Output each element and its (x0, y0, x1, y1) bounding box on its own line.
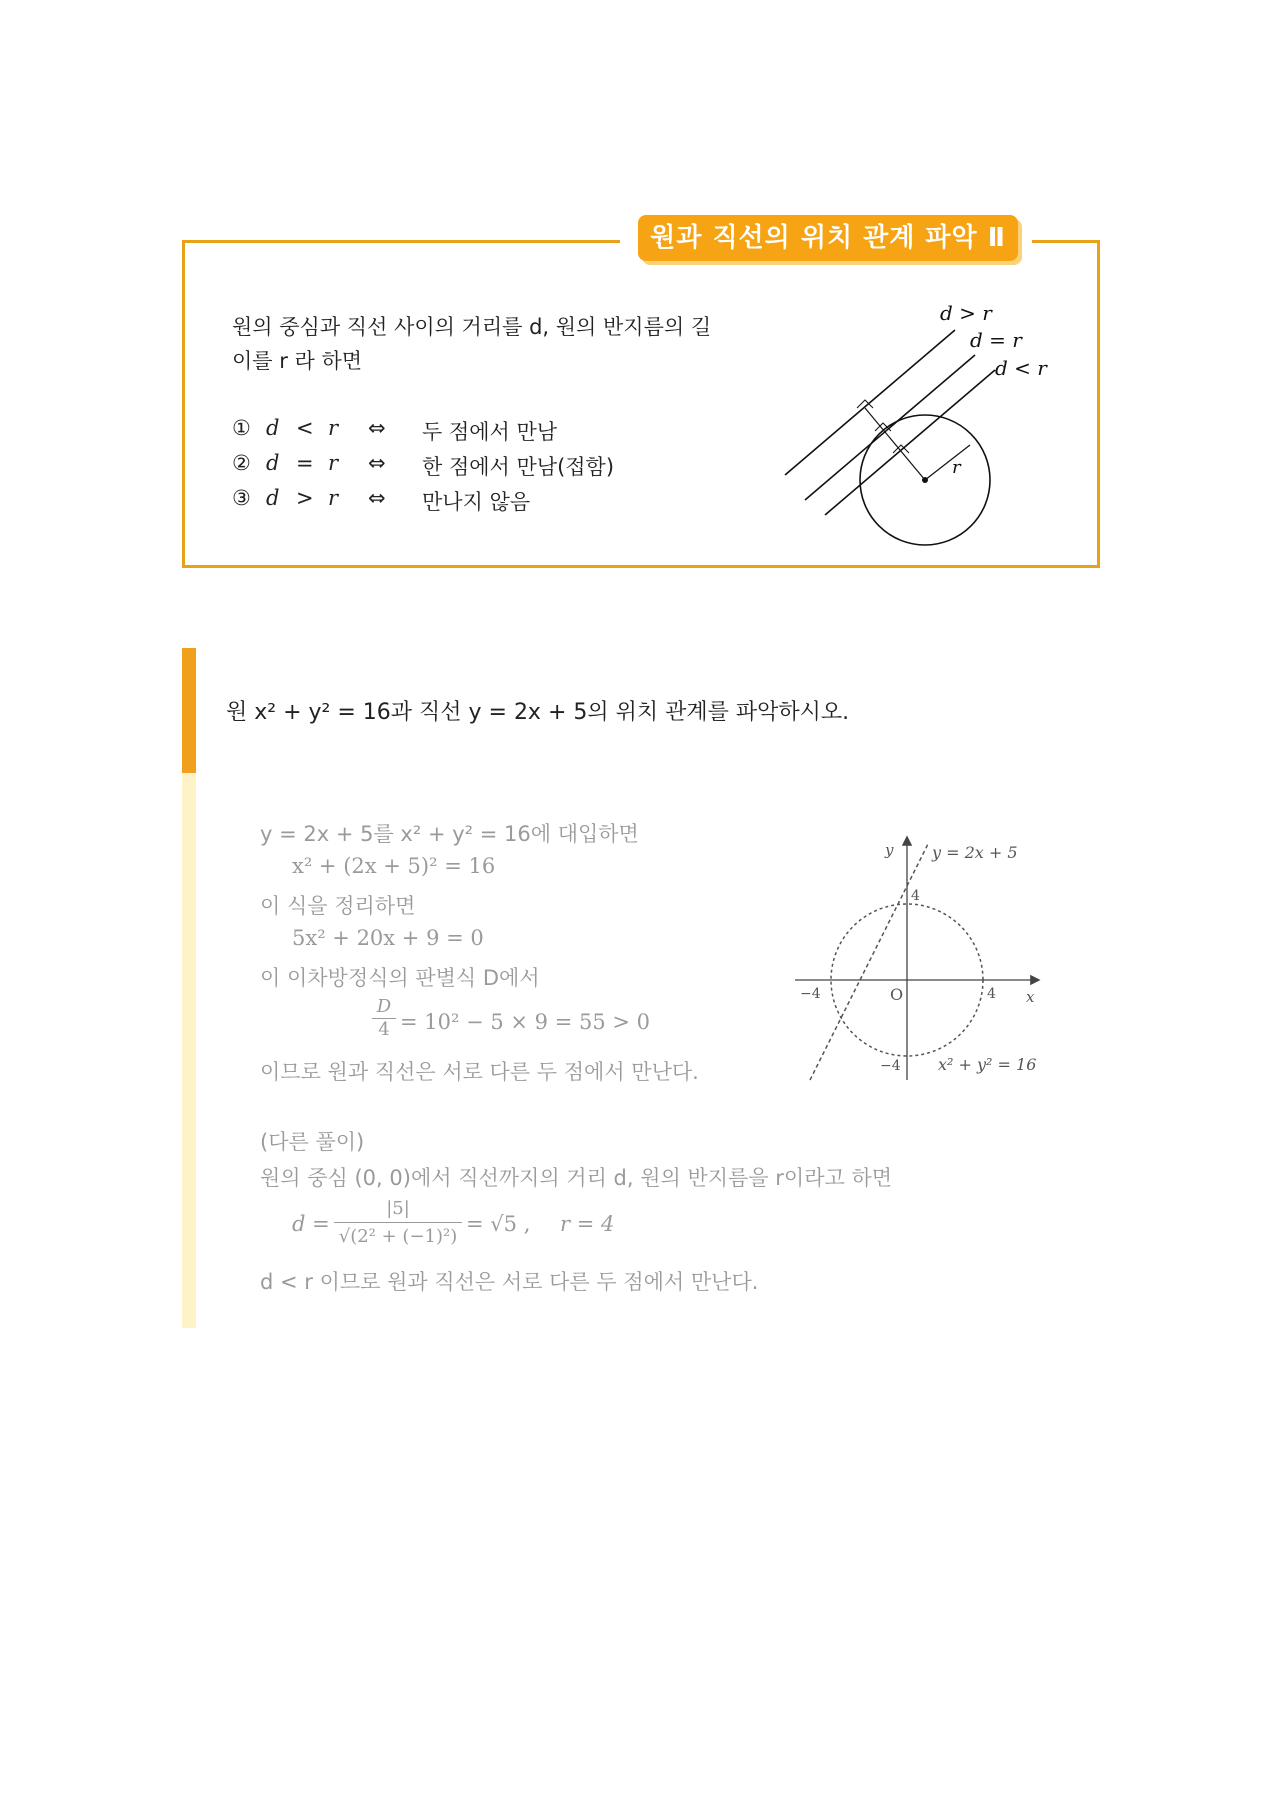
label-d-eq-r: d = r (970, 328, 1022, 352)
solution-line-5: 이 이차방정식의 판별식 D에서 (260, 966, 540, 990)
line-d-gt-r (785, 330, 955, 475)
case-lhs: d (266, 486, 280, 510)
case-lhs: d (266, 416, 280, 440)
distance-lhs: d = (292, 1212, 330, 1236)
line-equation-label: y = 2x + 5 (932, 843, 1018, 862)
concept-intro-line2: 이를 r 라 하면 (232, 349, 363, 373)
solution-line-10: = √5 , (466, 1212, 531, 1236)
circle-equation-label: x² + y² = 16 (938, 1055, 1037, 1074)
solution-accent-bar (182, 773, 196, 1328)
solution-graph (790, 830, 1050, 1090)
x-tick-minus-4: −4 (800, 986, 821, 1002)
fraction-denominator: √(2² + (−1)²) (338, 1226, 458, 1247)
case-op: < (296, 416, 314, 440)
case-op: = (296, 451, 314, 475)
label-radius: r (952, 457, 961, 478)
case-rhs: r (328, 451, 339, 475)
case-number: ② (232, 451, 251, 475)
distance-fraction (334, 1196, 462, 1251)
case-result: 한 점에서 만남(접함) (422, 455, 615, 479)
circle-line-diagram (780, 290, 1080, 550)
x-tick-4: 4 (987, 986, 996, 1002)
y-tick-minus-4: −4 (880, 1058, 901, 1074)
solution-line-6: = 10² − 5 × 9 = 55 > 0 (400, 1010, 651, 1034)
concept-intro-line1: 원의 중심과 직선 사이의 거리를 d, 원의 반지름의 길 (232, 315, 712, 339)
case-result: 두 점에서 만남 (422, 420, 558, 444)
problem-statement: 원 x² + y² = 16과 직선 y = 2x + 5의 위치 관계를 파악하시오. (226, 700, 850, 725)
fraction-numerator: |5| (334, 1196, 462, 1223)
fraction-numerator: D (372, 996, 396, 1019)
case-rhs: r (328, 416, 339, 440)
case-number: ③ (232, 486, 251, 510)
case-result: 만나지 않음 (422, 490, 531, 514)
case-row-3 (232, 486, 632, 516)
concept-title: 원과 직선의 위치 관계 파악 Ⅱ (638, 215, 1018, 261)
discriminant-fraction (372, 996, 396, 1041)
case-arrow: ⇔ (368, 416, 386, 440)
fraction-denominator: 4 (378, 1019, 390, 1040)
case-arrow: ⇔ (368, 486, 386, 510)
case-arrow: ⇔ (368, 451, 386, 475)
x-axis-label: x (1026, 988, 1035, 1006)
label-d-gt-r: d > r (940, 301, 992, 325)
solution-line-2: x² + (2x + 5)² = 16 (292, 854, 496, 878)
solution-line-1: y = 2x + 5를 x² + y² = 16에 대입하면 (260, 822, 639, 846)
line-d-lt-r (825, 370, 995, 515)
y-tick-4: 4 (911, 888, 920, 904)
problem-accent-bar (182, 648, 196, 773)
line-d-eq-r (805, 355, 975, 500)
solution-line-9: 원의 중심 (0, 0)에서 직선까지의 거리 d, 원의 반지름을 r이라고 하면 (260, 1166, 893, 1190)
case-op: > (296, 486, 314, 510)
solution-line-7: 이므로 원과 직선은 서로 다른 두 점에서 만난다. (260, 1060, 699, 1084)
case-row-2 (232, 451, 632, 481)
case-number: ① (232, 416, 251, 440)
case-row-1 (232, 416, 632, 446)
diagram-radius (925, 445, 970, 480)
solution-line-4: 5x² + 20x + 9 = 0 (292, 926, 484, 950)
solution-line-8: (다른 풀이) (260, 1130, 365, 1154)
label-d-lt-r: d < r (995, 356, 1047, 380)
y-axis-label: y (885, 841, 894, 859)
case-rhs: r (328, 486, 339, 510)
perpendicular (865, 408, 925, 480)
origin-label: O (890, 985, 904, 1004)
solution-line-12: d < r 이므로 원과 직선은 서로 다른 두 점에서 만난다. (260, 1270, 759, 1294)
solution-line-11: r = 4 (560, 1212, 615, 1236)
graph-line (810, 844, 928, 1080)
case-lhs: d (266, 451, 280, 475)
solution-line-3: 이 식을 정리하면 (260, 894, 416, 918)
